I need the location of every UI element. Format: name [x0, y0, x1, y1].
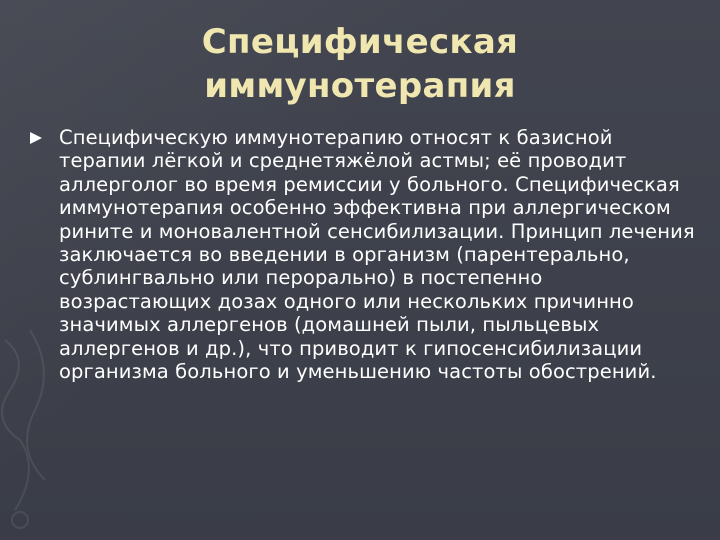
bullet-item — [30, 126, 700, 383]
bullet-text: Специфическую иммунотерапию относят к базисной терапии лёгкой и среднетяжёлой астмы; её проводит аллерголог во время ремиссии у больного. Специфическая иммунотерапия особенно эффективна при аллергическом рините и моновалентной сенсибилизации. Принцип лечения заключается во введении в организм (парентерально, сублингвально или перорально) в постепенно возрастающих дозах одного или нескольких причинно значимых аллергенов (домашней пыли, пыльцевых аллергенов и др.), что приводит к гипосенсибилизации организма больного и уменьшению частоты обострений. — [59, 126, 695, 384]
slide-title: Специфическая иммунотерапия — [201, 22, 519, 106]
triangle-bullet-icon — [30, 132, 42, 144]
